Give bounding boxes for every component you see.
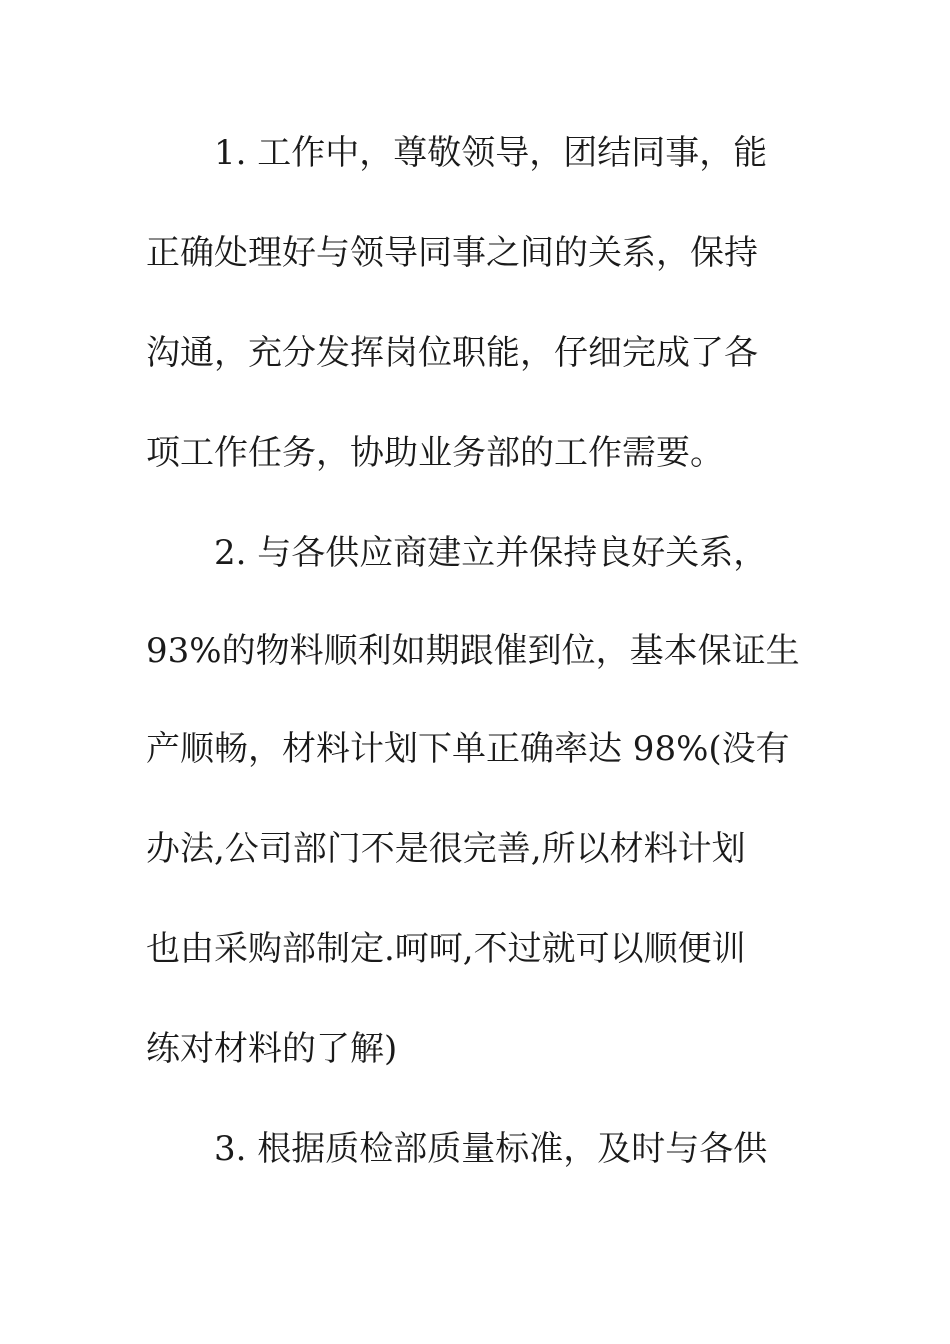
paragraph-3-line-1: 3. 根据质检部质量标准，及时与各供 bbox=[214, 1129, 768, 1169]
paragraph-2-line-3: 产顺畅，材料计划下单正确率达 98%(没有 bbox=[146, 729, 790, 769]
paragraph-1-line-4: 项工作任务，协助业务部的工作需要。 bbox=[146, 433, 724, 473]
paragraph-2-line-1: 2. 与各供应商建立并保持良好关系， bbox=[214, 533, 768, 573]
paragraph-2-line-2: 93%的物料顺利如期跟催到位，基本保证生 bbox=[146, 631, 800, 671]
paragraph-1-line-2: 正确处理好与领导同事之间的关系，保持 bbox=[146, 233, 758, 273]
paragraph-2-line-6: 练对材料的了解) bbox=[146, 1029, 398, 1069]
paragraph-2-line-5: 也由采购部制定.呵呵,不过就可以顺便训 bbox=[146, 929, 746, 969]
paragraph-1-line-1: 1. 工作中，尊敬领导，团结同事，能 bbox=[214, 133, 768, 173]
paragraph-1-line-3: 沟通，充分发挥岗位职能，仔细完成了各 bbox=[146, 333, 758, 373]
paragraph-2-line-4: 办法,公司部门不是很完善,所以材料计划 bbox=[146, 829, 746, 869]
